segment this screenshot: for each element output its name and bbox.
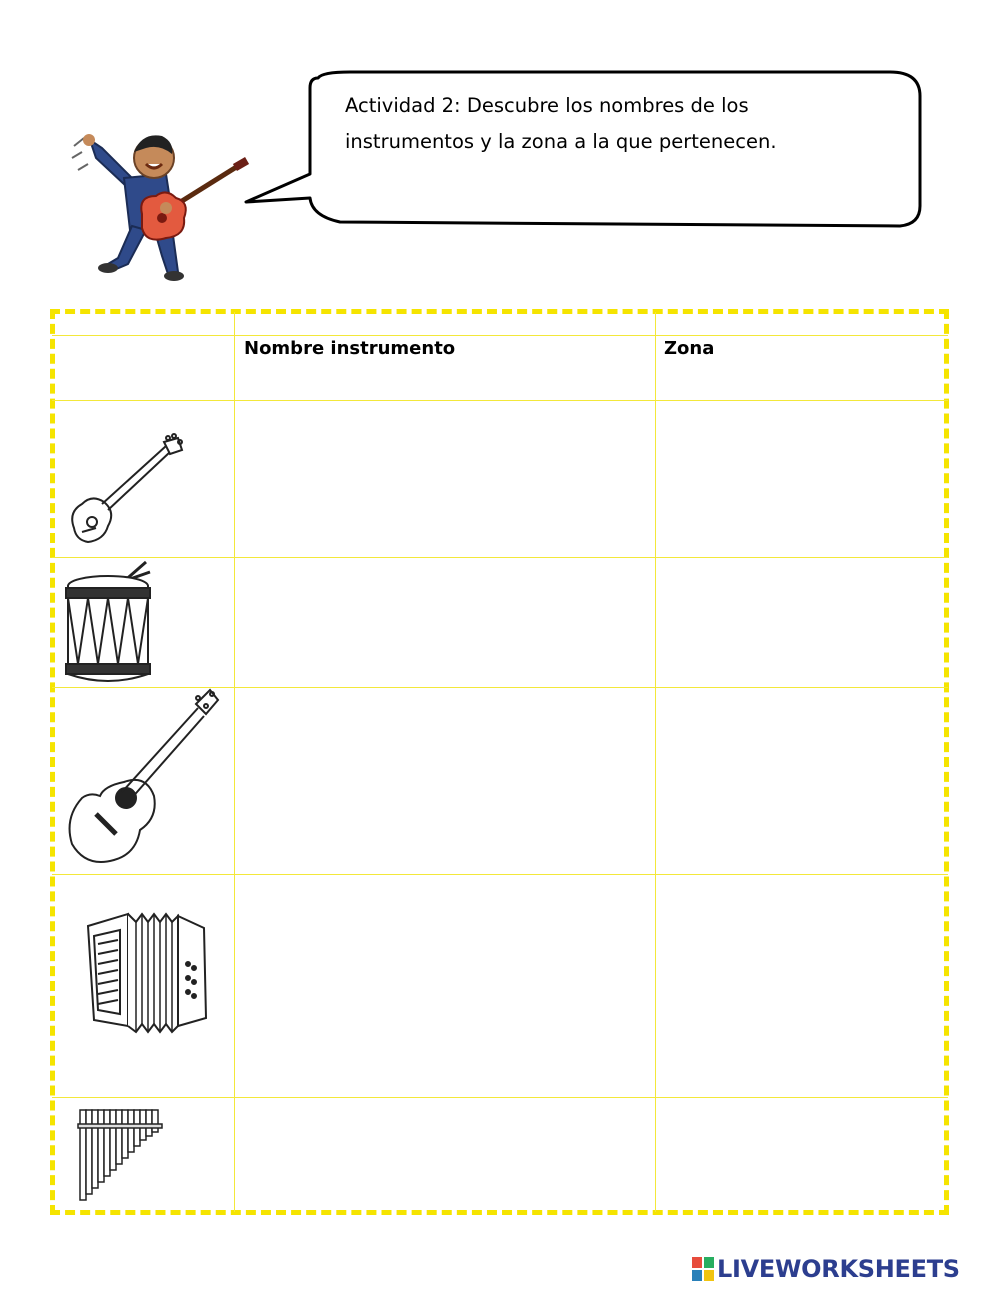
answer-cell-nombre-4[interactable] — [236, 876, 654, 1096]
answer-cell-zona-4[interactable] — [657, 876, 945, 1096]
brand-name: LIVEWORKSHEETS — [717, 1255, 960, 1283]
activity-line-2: instrumentos y la zona a la que pertenecen. — [345, 130, 777, 153]
answer-cell-nombre-5[interactable] — [236, 1099, 654, 1209]
column-divider — [655, 312, 656, 1212]
guitar-icon — [62, 688, 222, 870]
header-nombre-instrumento: Nombre instrumento — [244, 338, 456, 359]
liveworksheets-badge-icon — [692, 1257, 714, 1281]
activity-line-1: Actividad 2: Descubre los nombres de los — [345, 94, 749, 117]
row-divider — [52, 557, 948, 558]
answer-cell-nombre-2[interactable] — [236, 559, 654, 686]
answer-cell-zona-5[interactable] — [657, 1099, 945, 1209]
row-divider — [52, 1097, 948, 1098]
answer-cell-zona-3[interactable] — [657, 689, 945, 873]
guitarist-illustration — [62, 118, 262, 288]
drum-icon — [64, 560, 154, 686]
column-divider — [234, 312, 235, 1212]
answer-cell-zona-2[interactable] — [657, 559, 945, 686]
row-divider — [52, 400, 948, 401]
row-divider — [52, 874, 948, 875]
liveworksheets-logo — [692, 1254, 960, 1284]
accordion-icon — [80, 906, 210, 1036]
answer-cell-nombre-3[interactable] — [236, 689, 654, 873]
answer-cell-zona-1[interactable] — [657, 402, 945, 556]
row-divider — [52, 335, 948, 336]
panpipes-icon — [76, 1106, 168, 1204]
answer-cell-nombre-1[interactable] — [236, 402, 654, 556]
activity-instructions — [345, 88, 905, 160]
charango-icon — [64, 432, 186, 550]
header-zona: Zona — [664, 338, 715, 359]
